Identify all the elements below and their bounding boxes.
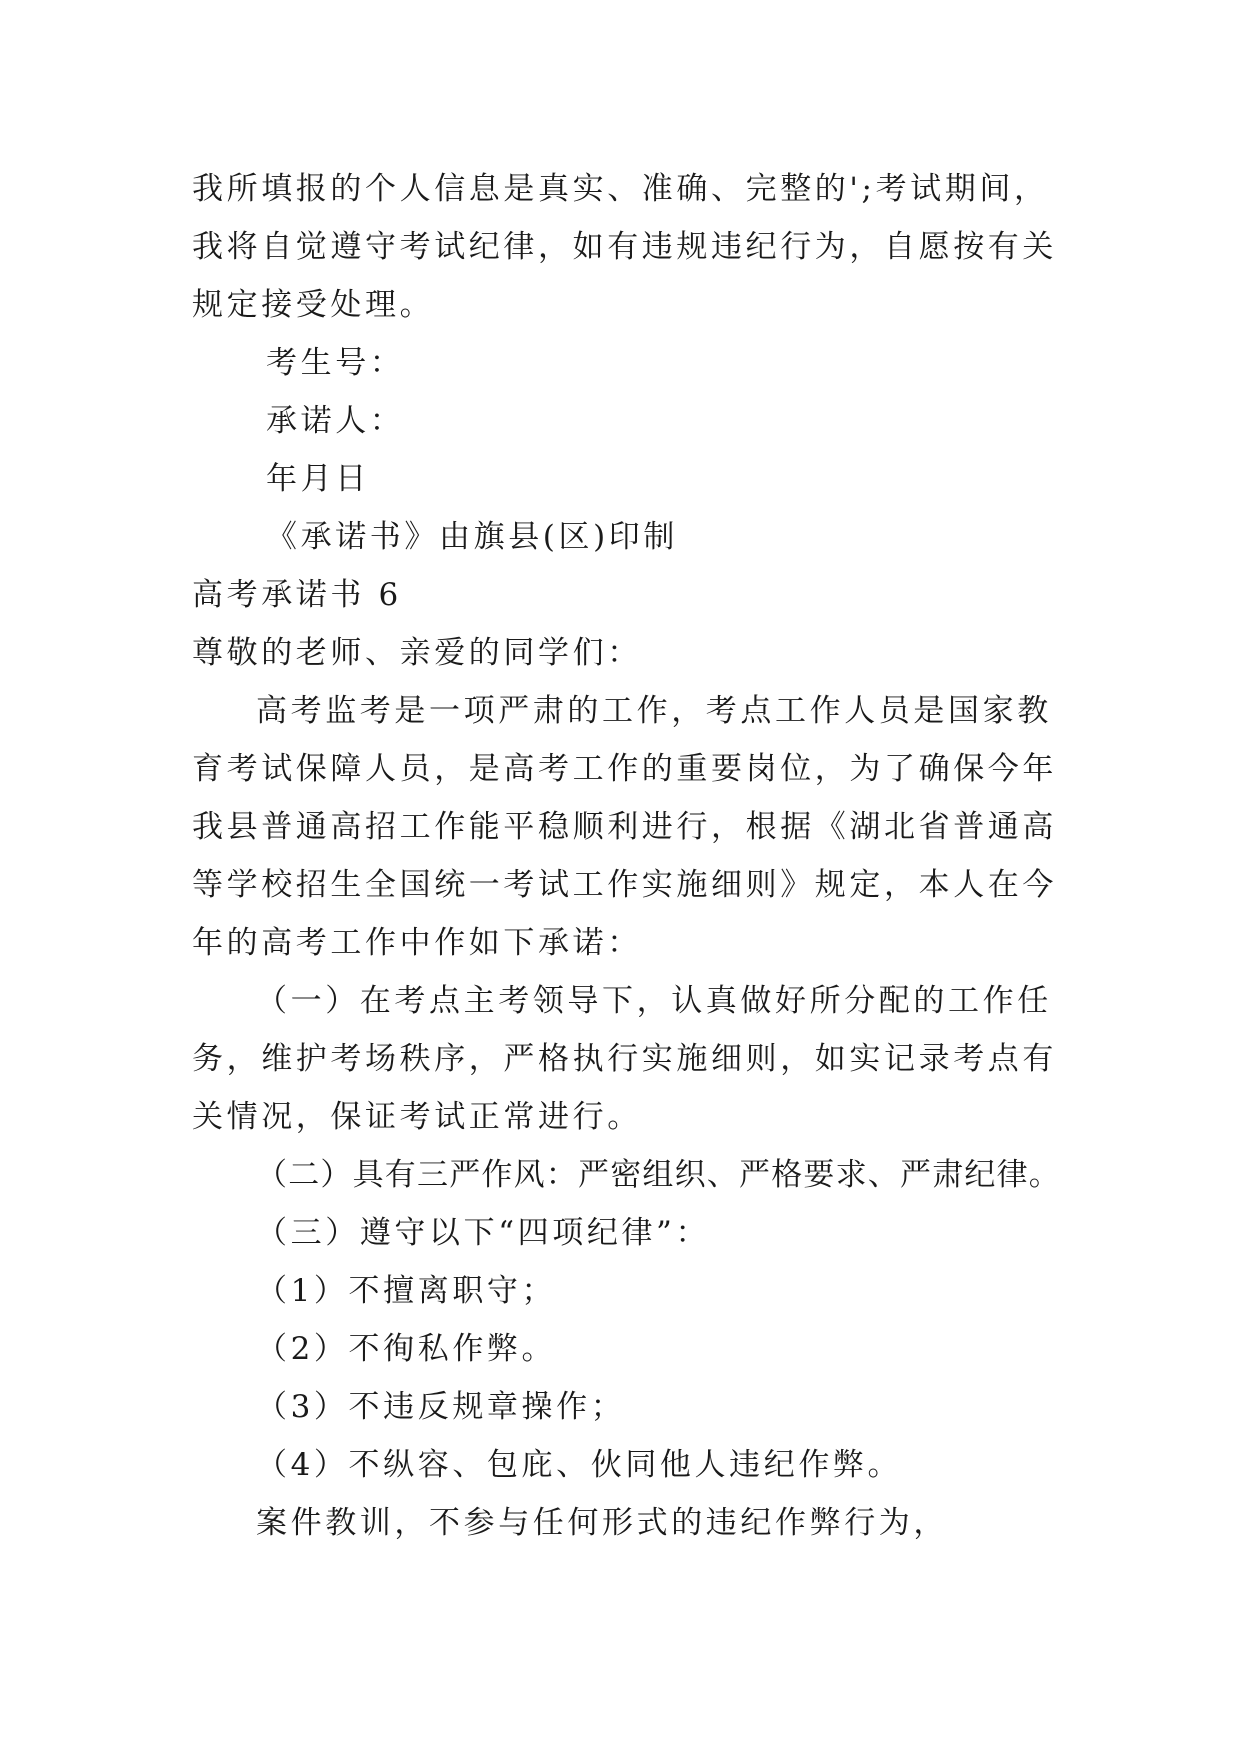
salutation: 尊敬的老师、亲爱的同学们： (192, 635, 642, 671)
discipline-item-1: （1）不擅离职守； (256, 1273, 557, 1309)
paragraph-item-1: （一）在考点主考领导下，认真做好所分配的工作任务，维护考场秩序，严格执行实施细则，如实记录考点有关情况，保证考试正常进行。 (192, 983, 1057, 1135)
section-heading: 高考承诺书 6 (192, 577, 402, 613)
paragraph-closing: 案件教训，不参与任何形式的违纪作弊行为， (256, 1505, 948, 1541)
paragraph-item-2: （二）具有三严作风：严密组织、严格要求、严肃纪律。 (256, 1157, 1061, 1193)
printing-note: 《承诺书》由旗县(区)印制 (266, 519, 678, 555)
paragraph-pledge-info: 我所填报的个人信息是真实、准确、完整的';考试期间，我将自觉遵守考试纪律，如有违规违纪行为，自愿按有关规定接受处理。 (192, 171, 1057, 323)
discipline-item-4: （4）不纵容、包庇、伙同他人违纪作弊。 (256, 1447, 903, 1483)
paragraph-item-3: （三）遵守以下“四项纪律”： (256, 1215, 711, 1251)
date-label: 年月日 (266, 461, 370, 497)
discipline-item-3: （3）不违反规章操作； (256, 1389, 626, 1425)
document-page (192, 160, 1072, 1552)
promisor-label: 承诺人： (266, 403, 405, 439)
discipline-item-2: （2）不徇私作弊。 (256, 1331, 557, 1367)
candidate-number-label: 考生号： (266, 345, 405, 381)
paragraph-intro: 高考监考是一项严肃的工作，考点工作人员是国家教育考试保障人员，是高考工作的重要岗位，为了确保今年我县普通高招工作能平稳顺利进行，根据《湖北省普通高等学校招生全国统一考试工作实施细则》规定，本人在今年的高考工作中作如下承诺： (192, 693, 1057, 961)
